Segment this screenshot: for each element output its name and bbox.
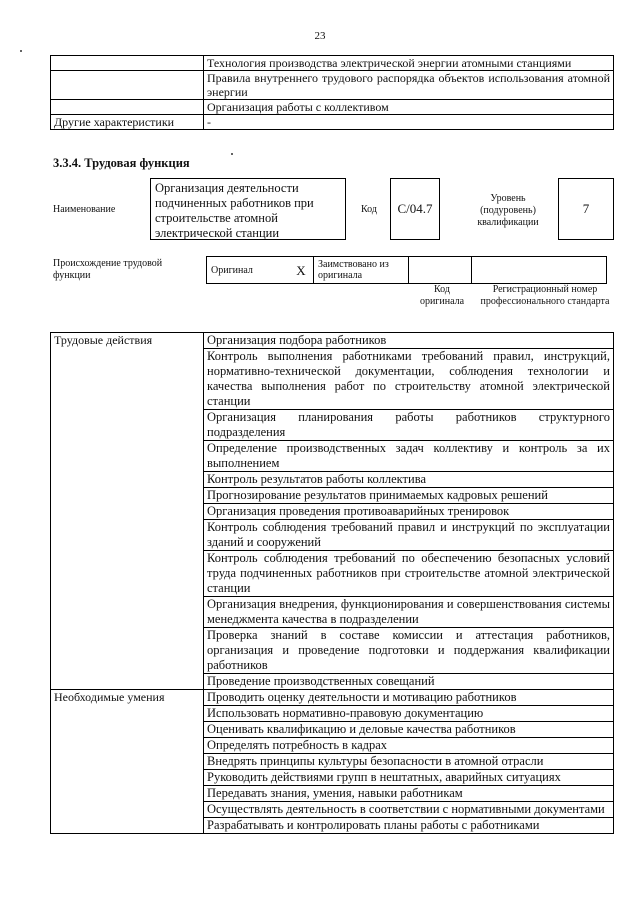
table-row: Разрабатывать и контролировать планы работы с работниками — [204, 818, 614, 834]
reg-caption: Регистрационный номер профессионального стандарта — [480, 284, 610, 307]
origin-table — [206, 256, 607, 284]
table-cell-left — [51, 71, 204, 100]
knowledge-table-continued — [50, 55, 614, 130]
table-row: Организация планирования работы работников структурного подразделения — [204, 410, 614, 441]
level-value-box: 7 — [558, 178, 614, 240]
table-cell-left — [51, 56, 204, 71]
table-row: Контроль соблюдения требований правил и инструкций по эксплуатации зданий и сооружений — [204, 520, 614, 551]
table-row: Контроль выполнения работниками требований правил, инструкций, нормативно-технической документации, соблюдения технологии и качества выполнения работ по строительству атомной электрической станции — [204, 349, 614, 410]
table-row: Прогнозирование результатов принимаемых кадровых решений — [204, 488, 614, 504]
origin-label: Происхождение трудовой функции — [53, 258, 163, 281]
table-row: Использовать нормативно-правовую документацию — [204, 706, 614, 722]
code-label: Код — [361, 204, 377, 215]
table-row: Организация подбора работников — [204, 333, 614, 349]
table-row: Проведение производственных совещаний — [204, 674, 614, 690]
reg-number-cell — [472, 257, 607, 284]
origin-code-cell — [409, 257, 472, 284]
table-row: Организация внедрения, функционирования и совершенствования системы менеджмента качества в подразделении — [204, 597, 614, 628]
table-row: Контроль результатов работы коллектива — [204, 472, 614, 488]
other-characteristics-value: - — [204, 115, 614, 130]
table-row: Определение производственных задач коллективу и контроль за их выполнением — [204, 441, 614, 472]
level-label: Уровень (подуровень) квалификации — [477, 193, 539, 228]
page-number: 23 — [314, 30, 326, 42]
borrowed-label: Заимствовано из оригинала — [314, 257, 409, 284]
section-title: 3.3.4. Трудовая функция — [53, 156, 190, 170]
original-label: Оригинал — [207, 257, 290, 284]
table-row: Организация проведения противоаварийных тренировок — [204, 504, 614, 520]
table-row: Определять потребность в кадрах — [204, 738, 614, 754]
other-characteristics-label: Другие характеристики — [51, 115, 204, 130]
table-row: Оценивать квалификацию и деловые качества работников — [204, 722, 614, 738]
table-row: Контроль соблюдения требований по обеспечению безопасных условий труда подчиненных работников при строительстве атомной электрической станции — [204, 551, 614, 597]
table-row: Проводить оценку деятельности и мотивацию работников — [204, 690, 614, 706]
functions-table — [50, 332, 614, 834]
table-row: Проверка знаний в составе комиссии и аттестация работников, организация и проведение подготовки и поддержания квалификации работников — [204, 628, 614, 674]
labor-actions-label: Трудовые действия — [51, 333, 204, 690]
table-row: Осуществлять деятельность в соответствии с нормативными документами — [204, 802, 614, 818]
function-name-box: Организация деятельности подчиненных работников при строительстве атомной электрической станции — [150, 178, 346, 240]
original-mark: X — [289, 257, 314, 284]
scan-dot — [231, 153, 233, 155]
table-cell: Правила внутреннего трудового распорядка объектов использования атомной энергии — [204, 71, 614, 100]
table-row: Руководить действиями групп в нештатных, аварийных ситуациях — [204, 770, 614, 786]
table-cell-left — [51, 100, 204, 115]
scan-dot — [20, 50, 22, 52]
table-row: Передавать знания, умения, навыки работникам — [204, 786, 614, 802]
skills-label: Необходимые умения — [51, 690, 204, 834]
code-caption: Код оригинала — [419, 284, 465, 307]
code-value-box: С/04.7 — [390, 178, 440, 240]
table-cell: Технология производства электрической энергии атомными станциями — [204, 56, 614, 71]
table-row: Внедрять принципы культуры безопасности в атомной отрасли — [204, 754, 614, 770]
table-cell: Организация работы с коллективом — [204, 100, 614, 115]
name-label: Наименование — [53, 204, 116, 215]
